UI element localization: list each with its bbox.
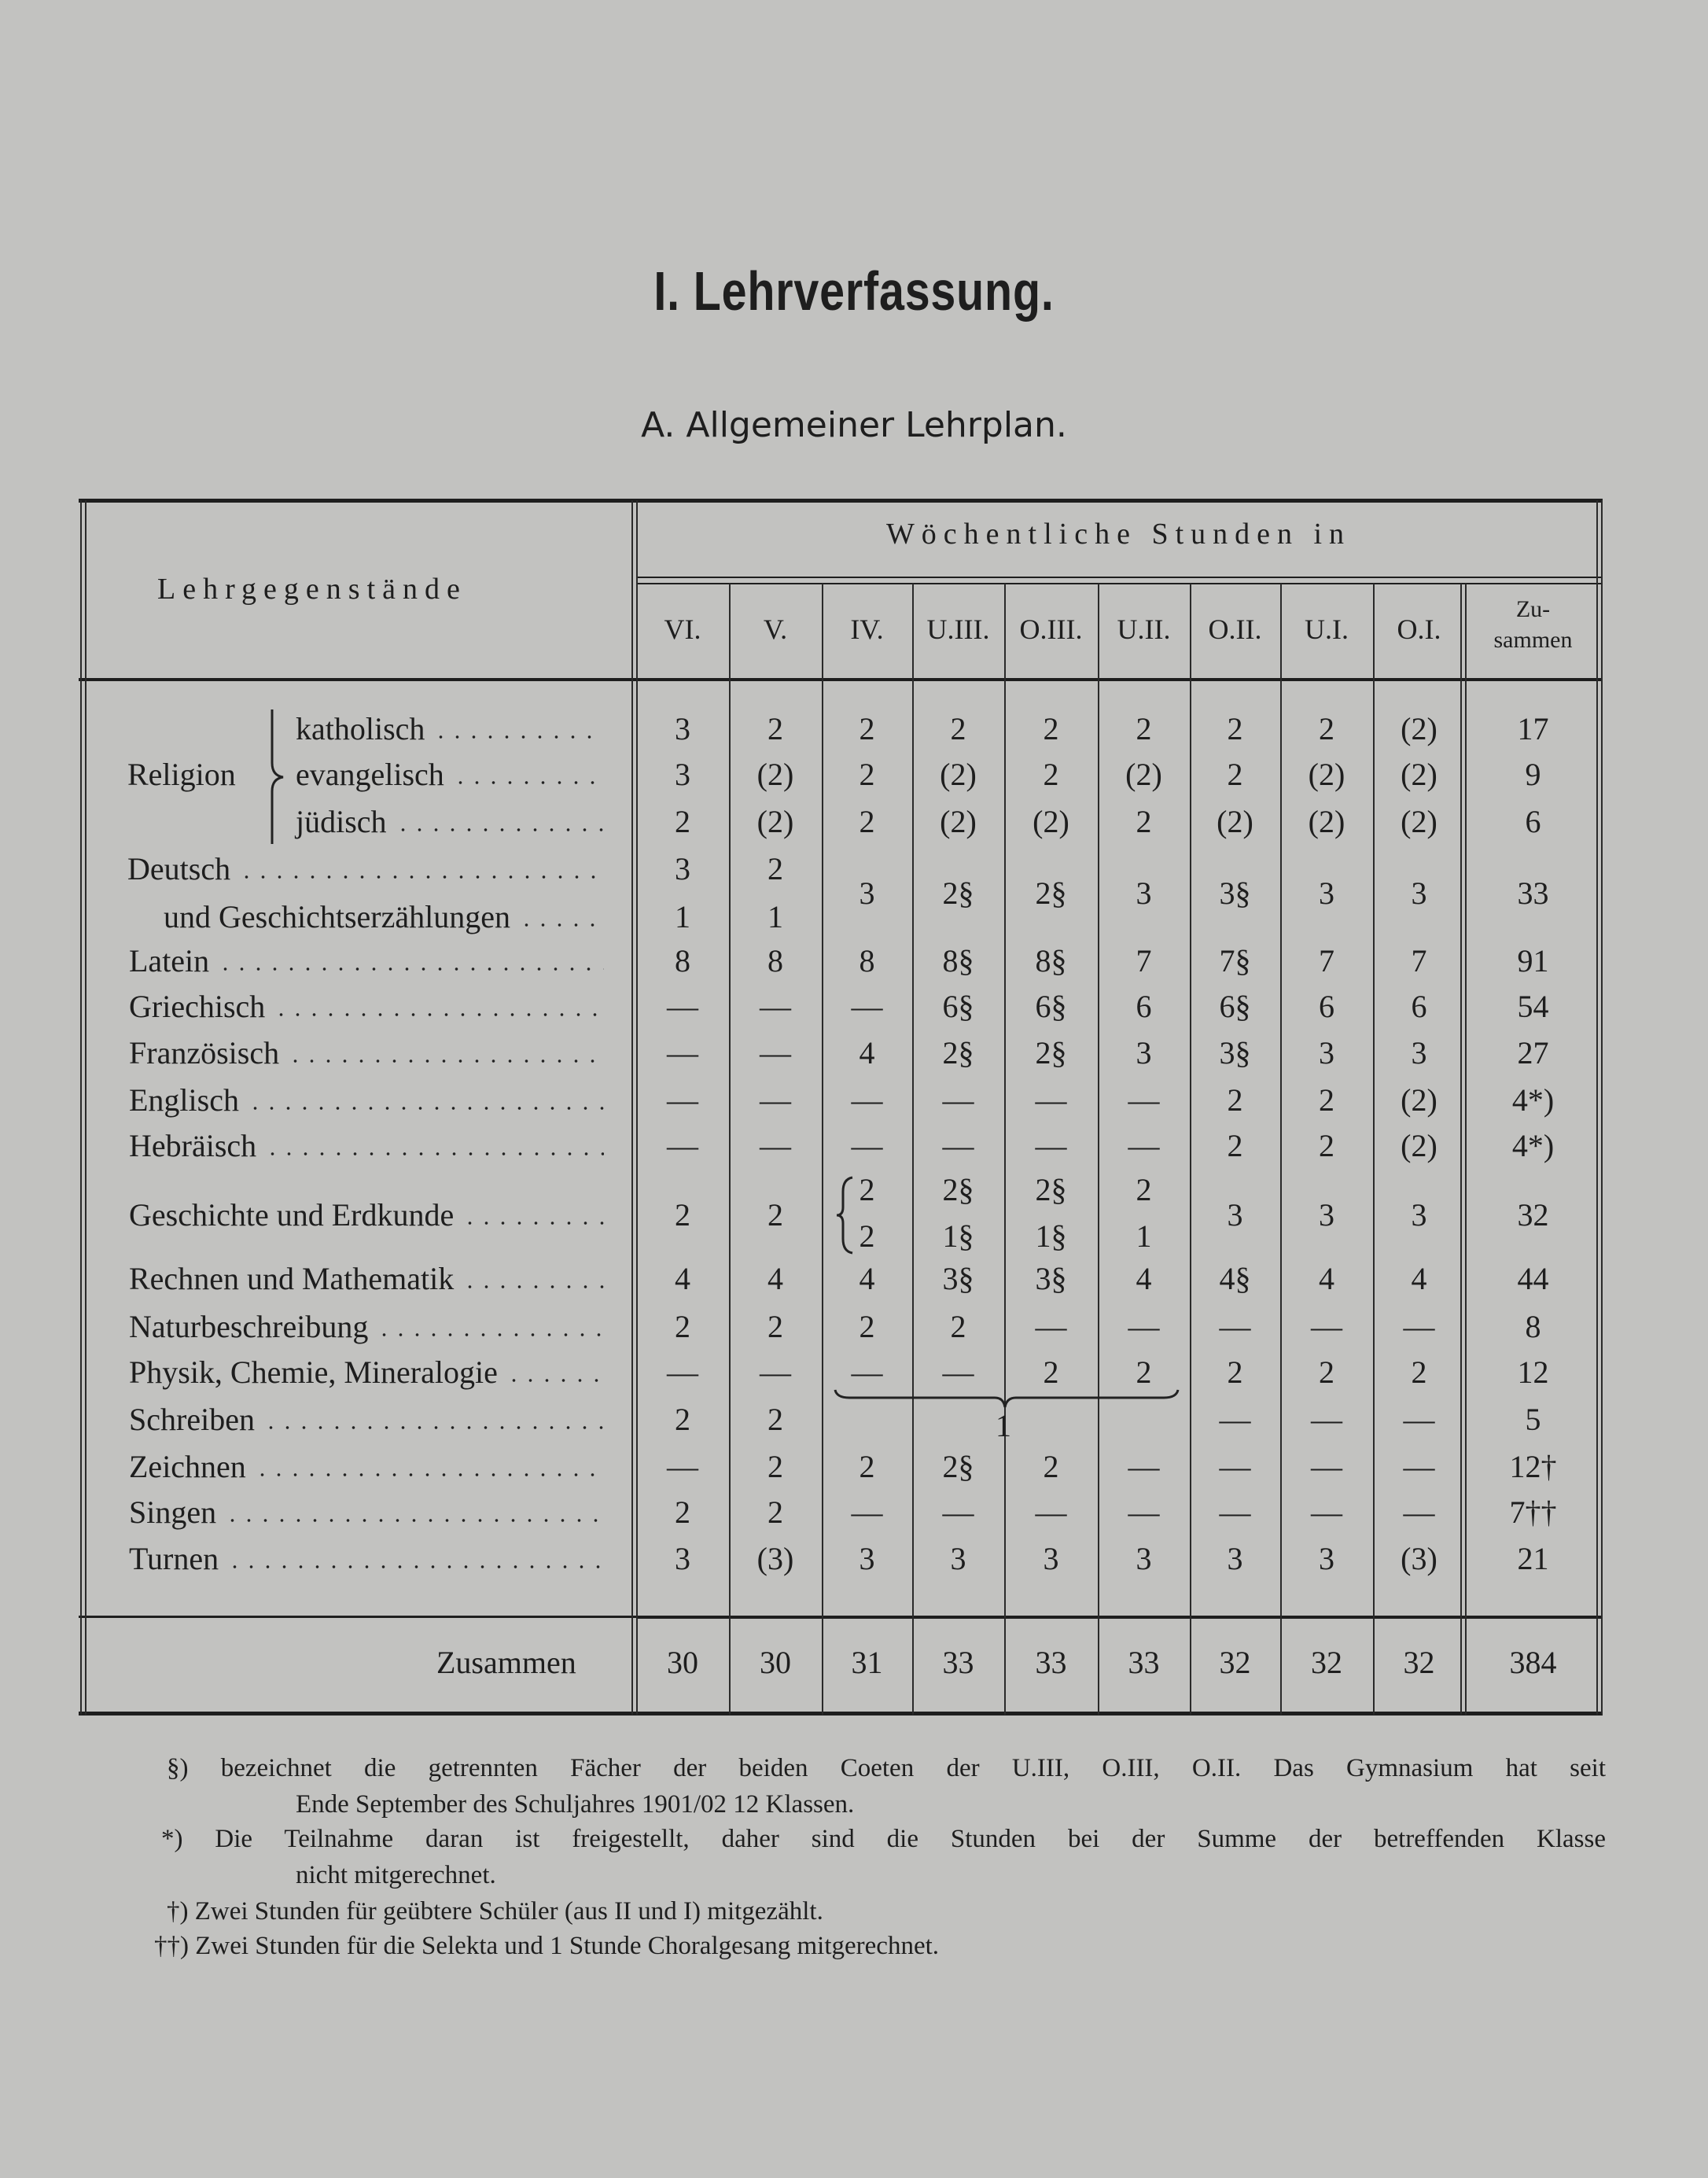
row-label <box>129 1354 604 1390</box>
table-cell: 2 <box>1411 1354 1427 1390</box>
table-cell: 44 <box>1517 1261 1549 1296</box>
table-cell: 3 <box>950 1541 966 1576</box>
table-cell: 2 <box>859 1218 875 1254</box>
table-cell: 8 <box>675 943 690 978</box>
table-cell: 7§ <box>1219 943 1251 978</box>
table-cell: (2) <box>1401 757 1437 792</box>
column-rule <box>1596 500 1598 1715</box>
table-cell: 2§ <box>942 1449 974 1484</box>
table-cell: 2 <box>675 1309 690 1344</box>
table-cell: — <box>1311 1494 1342 1530</box>
column-header-oi: O.I. <box>1397 614 1441 645</box>
table-cell: 2 <box>767 1449 783 1484</box>
table-cell: 6§ <box>1219 989 1251 1024</box>
row-label <box>129 945 604 977</box>
table-cell: — <box>760 1082 791 1118</box>
dot-leader <box>287 1059 604 1063</box>
table-cell: 2 <box>675 1197 690 1233</box>
table-cell: — <box>942 1128 974 1163</box>
table-cell: — <box>760 1128 791 1163</box>
table-cell: — <box>760 1354 791 1390</box>
row-label <box>127 853 604 885</box>
table-cell: (2) <box>1401 804 1437 839</box>
header-rule <box>636 583 1601 584</box>
row-label-text: Physik, Chemie, Mineralogie <box>129 1354 498 1390</box>
table-cell: — <box>851 989 883 1024</box>
religion-label: Religion <box>127 757 236 792</box>
row-label-text: katholisch <box>296 711 425 746</box>
column-header-uii: U.II. <box>1117 614 1171 645</box>
table-cell: — <box>1403 1449 1435 1484</box>
table-cell: (2) <box>1217 804 1253 839</box>
column-header-oiii: O.III. <box>1019 614 1083 645</box>
header-rule <box>636 577 1601 578</box>
religion-brace-icon <box>267 708 291 846</box>
table-cell: (2) <box>1125 757 1162 792</box>
table-cell: — <box>667 989 698 1024</box>
table-cell: 2 <box>1227 1128 1243 1163</box>
table-cell: 2 <box>1043 711 1059 746</box>
table-cell: — <box>1219 1309 1251 1344</box>
table-cell: 3 <box>1319 1197 1334 1233</box>
table-cell: (2) <box>1308 757 1345 792</box>
dot-leader <box>518 923 604 927</box>
table-cell: 2 <box>1227 711 1243 746</box>
table-cell: — <box>1311 1449 1342 1484</box>
dot-leader <box>273 1012 604 1017</box>
table-cell: — <box>667 1354 698 1390</box>
dot-leader <box>254 1472 604 1477</box>
table-cell: (2) <box>1401 1128 1437 1163</box>
table-cell: 2 <box>859 711 875 746</box>
table-cell: — <box>1128 1082 1160 1118</box>
table-cell: 4 <box>767 1261 783 1296</box>
total-cell: 33 <box>1035 1645 1067 1680</box>
row-label-text: Geschichte und Erdkunde <box>129 1197 455 1233</box>
table-top-rule <box>79 499 1603 503</box>
table-cell: 2 <box>859 1309 875 1344</box>
table-cell: 2§ <box>1035 875 1067 911</box>
table-cell: — <box>1403 1309 1435 1344</box>
row-label <box>129 1197 604 1233</box>
footnote-double-dagger: ††) Zwei Stunden für die Selekta und 1 Stunde Choralgesang mitgerechnet. <box>154 1932 940 1960</box>
column-rule <box>80 500 82 1715</box>
column-rule <box>631 500 633 1715</box>
table-cell: — <box>1311 1402 1342 1437</box>
table-cell: 3 <box>1319 875 1334 911</box>
table-cell: 6 <box>1136 989 1152 1024</box>
table-cell: 2§ <box>1035 1172 1067 1207</box>
table-cell: 1 <box>1136 1218 1152 1254</box>
footnote-asterisk-line1: *) Die Teilnahme daran ist freigestellt, daher sind die Stunden bei der Summe der betreffenden Klasse <box>161 1825 1606 1853</box>
total-rule <box>636 1616 1601 1619</box>
table-cell: 2 <box>675 1494 690 1530</box>
table-cell: 3 <box>1136 875 1152 911</box>
table-cell: 2 <box>1319 1354 1334 1390</box>
history-brace-icon <box>834 1176 857 1255</box>
dot-leader <box>217 967 604 971</box>
row-label <box>129 1494 604 1530</box>
total-cell: 33 <box>942 1645 974 1680</box>
table-cell: — <box>1403 1494 1435 1530</box>
dot-leader <box>263 1425 604 1430</box>
column-header-oii: O.II. <box>1208 614 1262 645</box>
table-cell: (2) <box>756 804 794 839</box>
table-cell: 2 <box>1043 757 1059 792</box>
table-cell: 2 <box>767 1402 783 1437</box>
table-cell: 2 <box>1227 1082 1243 1118</box>
table-cell: 3 <box>1227 1541 1243 1576</box>
row-label-text: Deutsch <box>127 851 231 886</box>
table-cell: — <box>851 1082 883 1118</box>
table-cell: 2 <box>859 1172 875 1207</box>
table-cell: (3) <box>756 1541 794 1576</box>
table-cell: 4§ <box>1219 1261 1251 1296</box>
dot-leader <box>226 1564 604 1569</box>
column-rule <box>1465 584 1467 1715</box>
table-cell: 6 <box>1525 804 1541 839</box>
table-cell: 2 <box>675 804 690 839</box>
row-label <box>129 1311 604 1343</box>
table-cell: 3 <box>1227 1197 1243 1233</box>
table-cell: 8 <box>859 943 875 978</box>
row-label-text: Hebräisch <box>129 1128 257 1163</box>
total-header-line2: sammen <box>1493 627 1573 653</box>
table-cell: 2§ <box>942 875 974 911</box>
table-cell: (2) <box>1401 1082 1437 1118</box>
table-cell: 2§ <box>942 1035 974 1071</box>
row-label <box>129 1404 604 1435</box>
table-cell: — <box>760 989 791 1024</box>
column-header-iv: IV. <box>850 614 884 645</box>
row-label <box>129 1130 604 1162</box>
total-row-label: Zusammen <box>436 1645 576 1680</box>
row-label <box>129 1082 604 1118</box>
table-cell: 5 <box>1525 1402 1541 1437</box>
table-cell: 3§ <box>1035 1261 1067 1296</box>
table-cell: 4 <box>859 1261 875 1296</box>
row-label <box>296 806 604 838</box>
page-title: I. Lehrverfassung. <box>653 260 1055 322</box>
dot-leader <box>376 1332 604 1337</box>
table-cell: — <box>667 1035 698 1071</box>
table-cell: 2 <box>767 1309 783 1344</box>
total-cell: 33 <box>1128 1645 1160 1680</box>
table-cell: — <box>1219 1494 1251 1530</box>
dot-leader <box>247 1106 604 1111</box>
table-cell: 17 <box>1517 711 1549 746</box>
table-cell: 2 <box>859 1449 875 1484</box>
table-cell: 7†† <box>1509 1494 1557 1530</box>
table-cell: 2 <box>767 711 783 746</box>
table-cell: 3 <box>859 875 875 911</box>
table-cell: 2 <box>1319 1128 1334 1163</box>
row-label-text: Zeichnen <box>129 1449 246 1484</box>
table-cell: 3 <box>1319 1035 1334 1071</box>
table-cell: 2 <box>767 1197 783 1233</box>
table-cell: (2) <box>1401 711 1437 746</box>
table-cell: 3 <box>859 1541 875 1576</box>
subjects-header: Lehrgegenstände <box>157 573 467 606</box>
table-cell: 6§ <box>1035 989 1067 1024</box>
table-cell: 33 <box>1517 875 1549 911</box>
table-cell: 2 <box>859 804 875 839</box>
table-cell: 1 <box>675 899 690 934</box>
row-label-text: Griechisch <box>129 989 266 1024</box>
table-cell: 12† <box>1509 1449 1557 1484</box>
table-cell: — <box>1128 1449 1160 1484</box>
footnote-section-line2: Ende September des Schuljahres 1901/02 12 Klassen. <box>296 1790 855 1819</box>
total-cell: 32 <box>1311 1645 1342 1680</box>
table-cell: 3 <box>675 711 690 746</box>
dot-leader <box>462 1284 604 1289</box>
table-cell: 54 <box>1517 989 1549 1024</box>
footnote-dagger: †) Zwei Stunden für geübtere Schüler (aus II und I) mitgezählt. <box>167 1897 823 1926</box>
column-header-v: V. <box>763 614 788 645</box>
table-cell: (3) <box>1401 1541 1437 1576</box>
writing-brace-icon <box>834 1388 1180 1412</box>
dot-leader <box>264 1152 604 1156</box>
table-cell: — <box>1035 1309 1067 1344</box>
table-cell: 2 <box>859 757 875 792</box>
table-cell: 8§ <box>1035 943 1067 978</box>
dot-leader <box>238 875 604 879</box>
table-cell: — <box>851 1494 883 1530</box>
row-label <box>129 1037 604 1069</box>
row-label-text: evangelisch <box>296 757 444 792</box>
row-label-text: Naturbeschreibung <box>129 1309 369 1344</box>
row-label-text: Englisch <box>129 1082 239 1118</box>
table-cell: — <box>1128 1309 1160 1344</box>
table-cell: 2 <box>950 711 966 746</box>
row-label-text: Latein <box>129 943 210 978</box>
dot-leader <box>452 780 604 785</box>
table-cell: 6 <box>1319 989 1334 1024</box>
row-label-text: Singen <box>129 1494 217 1530</box>
total-rule <box>79 1616 636 1618</box>
total-cell: 32 <box>1219 1645 1251 1680</box>
row-label <box>296 759 604 790</box>
table-cell: 3 <box>1136 1541 1152 1576</box>
table-cell: 7 <box>1319 943 1334 978</box>
table-cell: 3§ <box>1219 1035 1251 1071</box>
table-cell: — <box>1403 1402 1435 1437</box>
table-cell: 2 <box>1227 1354 1243 1390</box>
table-cell: 1 <box>767 899 783 934</box>
table-cell: — <box>1128 1128 1160 1163</box>
table-cell: 3 <box>1411 1197 1427 1233</box>
table-cell: 2 <box>767 851 783 886</box>
table-cell: — <box>1311 1309 1342 1344</box>
table-cell: 91 <box>1517 943 1549 978</box>
row-label-text: Schreiben <box>129 1402 255 1437</box>
row-label-text: Französisch <box>129 1035 280 1071</box>
total-cell: 32 <box>1403 1645 1435 1680</box>
table-cell: — <box>851 1354 883 1390</box>
footnote-section-line1: §) bezeichnet die getrennten Fächer der beiden Coeten der U.III, O.III, O.II. Das Gymnasium hat seit <box>167 1754 1606 1782</box>
table-cell: 4 <box>859 1035 875 1071</box>
table-cell: — <box>1128 1494 1160 1530</box>
table-cell: 1§ <box>942 1218 974 1254</box>
column-header-ui: U.I. <box>1305 614 1349 645</box>
table-cell: 4 <box>1136 1261 1152 1296</box>
table-cell: 4 <box>675 1261 690 1296</box>
table-cell: 27 <box>1517 1035 1549 1071</box>
column-header-uiii: U.III. <box>926 614 990 645</box>
table-cell: (2) <box>1033 804 1069 839</box>
table-cell: 7 <box>1411 943 1427 978</box>
hours-header: Wöchentliche Stunden in <box>885 518 1352 551</box>
table-cell: 3 <box>1136 1035 1152 1071</box>
table-cell: — <box>851 1128 883 1163</box>
table-cell: — <box>760 1035 791 1071</box>
dot-leader <box>506 1378 604 1383</box>
row-label-text: Rechnen und Mathematik <box>129 1261 455 1296</box>
table-cell: 6 <box>1411 989 1427 1024</box>
table-cell: 9 <box>1525 757 1541 792</box>
table-cell: 2§ <box>942 1172 974 1207</box>
table-cell: — <box>1035 1082 1067 1118</box>
table-cell: 1§ <box>1035 1218 1067 1254</box>
column-rule <box>1601 500 1603 1715</box>
table-cell: — <box>667 1128 698 1163</box>
table-cell: 4*) <box>1511 1082 1555 1118</box>
dot-leader <box>433 735 604 739</box>
table-cell: 8 <box>1525 1309 1541 1344</box>
table-cell: 2 <box>1136 1172 1152 1207</box>
table-cell: 3§ <box>942 1261 974 1296</box>
table-cell: 7 <box>1136 943 1152 978</box>
dot-leader <box>224 1518 604 1523</box>
table-cell: 8§ <box>942 943 974 978</box>
column-rule <box>85 500 87 1715</box>
table-cell: — <box>1219 1449 1251 1484</box>
row-label-text: jüdisch <box>296 804 387 839</box>
table-cell: 2 <box>1136 711 1152 746</box>
table-cell: 4*) <box>1511 1128 1555 1163</box>
table-cell: 4 <box>1411 1261 1427 1296</box>
table-cell: 3 <box>1411 1035 1427 1071</box>
table-cell: 2 <box>1227 757 1243 792</box>
total-header <box>1465 594 1601 655</box>
column-header-vi: VI. <box>664 614 701 645</box>
row-label <box>296 713 604 745</box>
dot-leader <box>395 827 604 832</box>
table-cell: 3 <box>675 1541 690 1576</box>
table-cell: 2 <box>1136 1354 1152 1390</box>
dot-leader <box>462 1221 604 1225</box>
section-subtitle: A. Allgemeiner Lehrplan. <box>641 405 1067 445</box>
total-header-line1: Zu- <box>1515 596 1551 622</box>
table-cell: 4 <box>1319 1261 1334 1296</box>
table-cell: (2) <box>756 757 794 792</box>
table-cell: 3 <box>675 757 690 792</box>
total-cell: 30 <box>760 1645 791 1680</box>
table-cell: 2 <box>1319 711 1334 746</box>
table-cell: (2) <box>940 757 977 792</box>
total-cell: 384 <box>1509 1645 1557 1680</box>
table-cell-merged: 1 <box>996 1408 1011 1443</box>
table-cell: (2) <box>940 804 977 839</box>
row-label-text: und Geschichtserzählungen <box>164 899 510 934</box>
footnote-asterisk-line2: nicht mitgerechnet. <box>296 1861 496 1889</box>
table-cell: — <box>942 1082 974 1118</box>
table-cell: — <box>1219 1402 1251 1437</box>
table-cell: 2 <box>1043 1354 1059 1390</box>
table-cell: — <box>942 1494 974 1530</box>
table-cell: — <box>1035 1128 1067 1163</box>
table-cell: 2 <box>1043 1449 1059 1484</box>
table-cell: 3 <box>1043 1541 1059 1576</box>
table-cell: 32 <box>1517 1197 1549 1233</box>
table-cell: 2 <box>950 1309 966 1344</box>
table-cell: (2) <box>1308 804 1345 839</box>
table-cell: 2 <box>675 1402 690 1437</box>
table-cell: — <box>667 1449 698 1484</box>
row-label <box>129 1543 604 1575</box>
row-label <box>164 901 604 933</box>
table-cell: 2 <box>1319 1082 1334 1118</box>
total-cell: 31 <box>851 1645 883 1680</box>
table-cell: 3 <box>1319 1541 1334 1576</box>
row-label <box>129 1263 604 1295</box>
total-cell: 30 <box>667 1645 698 1680</box>
row-label <box>129 1451 604 1483</box>
table-cell: 3 <box>675 851 690 886</box>
table-cell: 2 <box>767 1494 783 1530</box>
table-cell: — <box>667 1082 698 1118</box>
table-cell: 21 <box>1517 1541 1549 1576</box>
table-cell: — <box>942 1354 974 1390</box>
table-cell: 3§ <box>1219 875 1251 911</box>
table-cell: 12 <box>1517 1354 1549 1390</box>
row-label-text: Turnen <box>129 1541 219 1576</box>
table-cell: 6§ <box>942 989 974 1024</box>
table-cell: 2 <box>1136 804 1152 839</box>
row-label <box>129 991 604 1023</box>
table-cell: — <box>1035 1494 1067 1530</box>
table-cell: 8 <box>767 943 783 978</box>
table-cell: 2§ <box>1035 1035 1067 1071</box>
table-cell: 3 <box>1411 875 1427 911</box>
